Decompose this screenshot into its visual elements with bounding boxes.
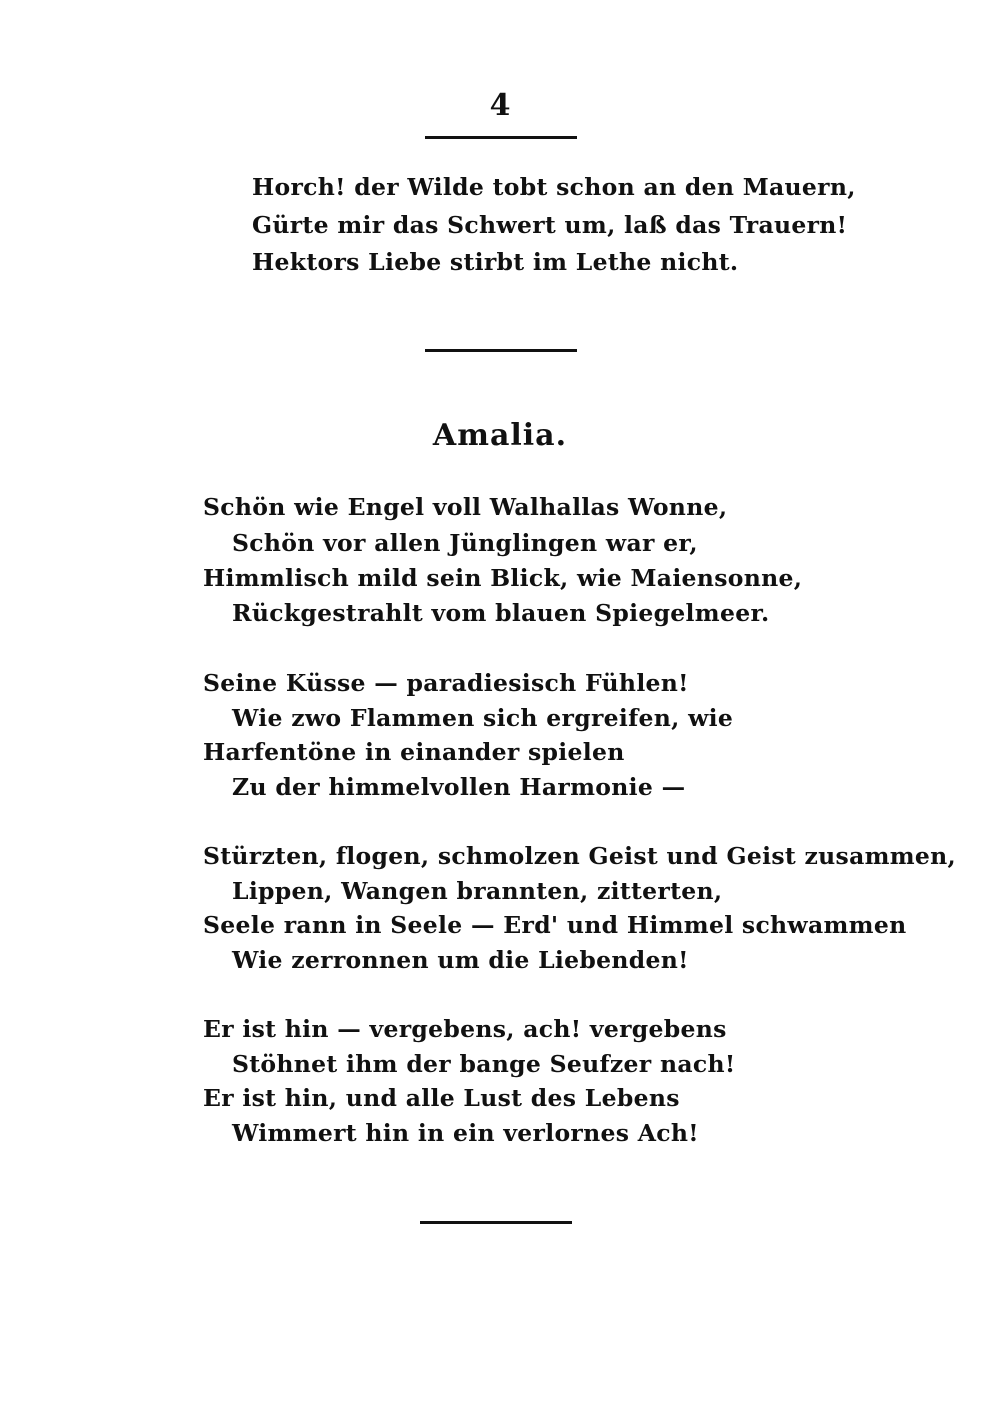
verse-line: Er ist hin — vergebens, ach! vergebens (203, 1015, 727, 1043)
page-number: 4 (489, 88, 511, 123)
section-divider (425, 349, 577, 352)
verse-line: Wie zerronnen um die Liebenden! (232, 946, 689, 974)
verse-line: Gürte mir das Schwert um, laß das Trauern! (252, 211, 848, 239)
verse-line: Er ist hin, und alle Lust des Lebens (203, 1084, 680, 1112)
verse-line: Seele rann in Seele — Erd' und Himmel schwammen (203, 911, 907, 939)
verse-line: Schön wie Engel voll Walhallas Wonne, (203, 493, 728, 521)
verse-line: Himmlisch mild sein Blick, wie Maiensonne, (203, 564, 803, 592)
verse-line: Seine Küsse — paradiesisch Fühlen! (203, 669, 689, 697)
verse-line: Zu der himmelvollen Harmonie — (232, 773, 686, 801)
verse-line: Lippen, Wangen brannten, zitterten, (232, 877, 723, 905)
end-divider (420, 1221, 572, 1224)
poem-title: Amalia. (432, 418, 568, 453)
verse-line: Horch! der Wilde tobt schon an den Mauern, (252, 173, 856, 201)
verse-line: Hektors Liebe stirbt im Lethe nicht. (252, 248, 739, 276)
verse-line: Rückgestrahlt vom blauen Spiegelmeer. (232, 599, 770, 627)
verse-line: Schön vor allen Jünglingen war er, (232, 529, 698, 557)
verse-line: Harfentöne in einander spielen (203, 738, 625, 766)
verse-line: Stürzten, flogen, schmolzen Geist und Geist zusammen, (203, 842, 957, 870)
verse-line: Wie zwo Flammen sich ergreifen, wie (232, 704, 734, 732)
verse-line: Wimmert hin in ein verlornes Ach! (232, 1119, 699, 1147)
verse-line: Stöhnet ihm der bange Seufzer nach! (232, 1050, 736, 1078)
top-divider (425, 136, 577, 139)
